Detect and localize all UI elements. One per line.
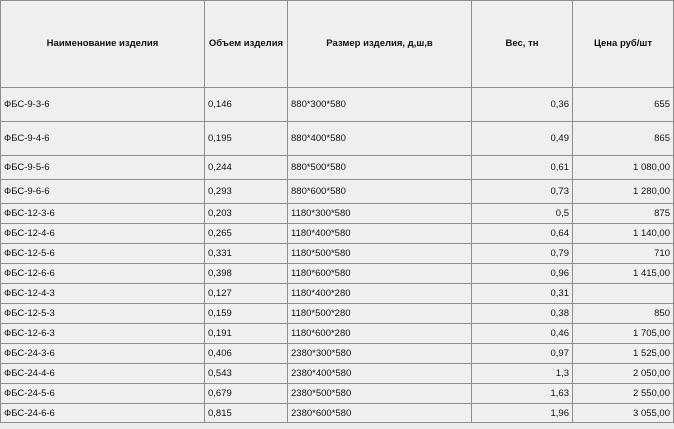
cell-size: 2380*600*580 bbox=[288, 404, 472, 423]
cell-size: 1180*600*580 bbox=[288, 264, 472, 284]
cell-volume: 0,146 bbox=[205, 88, 288, 122]
cell-size: 880*500*580 bbox=[288, 156, 472, 180]
cell-volume: 0,159 bbox=[205, 304, 288, 324]
cell-weight: 0,97 bbox=[472, 344, 573, 364]
table-row bbox=[1, 344, 674, 364]
header-name: Наименование изделия bbox=[1, 1, 205, 88]
header-weight: Вес, тн bbox=[472, 1, 573, 88]
table-row bbox=[1, 384, 674, 404]
cell-volume: 0,543 bbox=[205, 364, 288, 384]
cell-name: ФБС-9-4-6 bbox=[1, 122, 205, 156]
table-row bbox=[1, 88, 674, 122]
cell-name: ФБС-12-5-6 bbox=[1, 244, 205, 264]
cell-size: 880*400*580 bbox=[288, 122, 472, 156]
header-volume: Объем изделия bbox=[205, 1, 288, 88]
cell-weight: 0,36 bbox=[472, 88, 573, 122]
cell-price: 3 055,00 bbox=[573, 404, 674, 423]
table-row bbox=[1, 122, 674, 156]
cell-name: ФБС-12-5-3 bbox=[1, 304, 205, 324]
cell-price: 655 bbox=[573, 88, 674, 122]
cell-price bbox=[573, 284, 674, 304]
table-row bbox=[1, 204, 674, 224]
table-row bbox=[1, 156, 674, 180]
cell-volume: 0,244 bbox=[205, 156, 288, 180]
cell-volume: 0,195 bbox=[205, 122, 288, 156]
cell-price: 1 705,00 bbox=[573, 324, 674, 344]
table-row bbox=[1, 324, 674, 344]
cell-name: ФБС-12-4-3 bbox=[1, 284, 205, 304]
cell-volume: 0,191 bbox=[205, 324, 288, 344]
cell-weight: 0,31 bbox=[472, 284, 573, 304]
cell-weight: 1,96 bbox=[472, 404, 573, 423]
table-row bbox=[1, 304, 674, 324]
cell-weight: 0,46 bbox=[472, 324, 573, 344]
table-body bbox=[1, 88, 674, 423]
cell-size: 2380*300*580 bbox=[288, 344, 472, 364]
cell-price: 2 550,00 bbox=[573, 384, 674, 404]
cell-weight: 1,3 bbox=[472, 364, 573, 384]
cell-price: 1 415,00 bbox=[573, 264, 674, 284]
cell-name: ФБС-24-6-6 bbox=[1, 404, 205, 423]
cell-weight: 0,79 bbox=[472, 244, 573, 264]
cell-name: ФБС-24-3-6 bbox=[1, 344, 205, 364]
cell-name: ФБС-9-3-6 bbox=[1, 88, 205, 122]
cell-name: ФБС-12-4-6 bbox=[1, 224, 205, 244]
table-row bbox=[1, 224, 674, 244]
cell-name: ФБС-12-6-6 bbox=[1, 264, 205, 284]
cell-weight: 0,61 bbox=[472, 156, 573, 180]
cell-volume: 0,815 bbox=[205, 404, 288, 423]
cell-volume: 0,127 bbox=[205, 284, 288, 304]
cell-size: 1180*600*280 bbox=[288, 324, 472, 344]
table-row bbox=[1, 404, 674, 423]
cell-name: ФБС-12-3-6 bbox=[1, 204, 205, 224]
header-size: Размер изделия, д,ш,в bbox=[288, 1, 472, 88]
table-row bbox=[1, 284, 674, 304]
cell-size: 880*300*580 bbox=[288, 88, 472, 122]
cell-volume: 0,679 bbox=[205, 384, 288, 404]
cell-weight: 0,38 bbox=[472, 304, 573, 324]
cell-name: ФБС-9-5-6 bbox=[1, 156, 205, 180]
cell-volume: 0,331 bbox=[205, 244, 288, 264]
table-header-row bbox=[1, 1, 674, 88]
cell-price: 865 bbox=[573, 122, 674, 156]
cell-size: 2380*500*580 bbox=[288, 384, 472, 404]
cell-weight: 0,96 bbox=[472, 264, 573, 284]
cell-price: 1 080,00 bbox=[573, 156, 674, 180]
cell-price: 1 525,00 bbox=[573, 344, 674, 364]
cell-weight: 0,73 bbox=[472, 180, 573, 204]
cell-volume: 0,398 bbox=[205, 264, 288, 284]
cell-weight: 1,63 bbox=[472, 384, 573, 404]
cell-volume: 0,406 bbox=[205, 344, 288, 364]
cell-name: ФБС-24-4-6 bbox=[1, 364, 205, 384]
cell-price: 1 280,00 bbox=[573, 180, 674, 204]
cell-weight: 0,49 bbox=[472, 122, 573, 156]
cell-weight: 0,64 bbox=[472, 224, 573, 244]
cell-weight: 0,5 bbox=[472, 204, 573, 224]
cell-price: 2 050,00 bbox=[573, 364, 674, 384]
cell-size: 1180*500*580 bbox=[288, 244, 472, 264]
cell-size: 1180*400*280 bbox=[288, 284, 472, 304]
cell-name: ФБС-9-6-6 bbox=[1, 180, 205, 204]
cell-name: ФБС-12-6-3 bbox=[1, 324, 205, 344]
cell-size: 1180*300*580 bbox=[288, 204, 472, 224]
cell-size: 1180*500*280 bbox=[288, 304, 472, 324]
cell-volume: 0,265 bbox=[205, 224, 288, 244]
cell-volume: 0,203 bbox=[205, 204, 288, 224]
table-row bbox=[1, 244, 674, 264]
cell-price: 875 bbox=[573, 204, 674, 224]
header-price: Цена руб/шт bbox=[573, 1, 674, 88]
cell-size: 1180*400*580 bbox=[288, 224, 472, 244]
cell-size: 2380*400*580 bbox=[288, 364, 472, 384]
cell-volume: 0,293 bbox=[205, 180, 288, 204]
table-row bbox=[1, 364, 674, 384]
table-row bbox=[1, 264, 674, 284]
cell-size: 880*600*580 bbox=[288, 180, 472, 204]
cell-price: 710 bbox=[573, 244, 674, 264]
cell-name: ФБС-24-5-6 bbox=[1, 384, 205, 404]
cell-price: 850 bbox=[573, 304, 674, 324]
cell-price: 1 140,00 bbox=[573, 224, 674, 244]
table-row bbox=[1, 180, 674, 204]
